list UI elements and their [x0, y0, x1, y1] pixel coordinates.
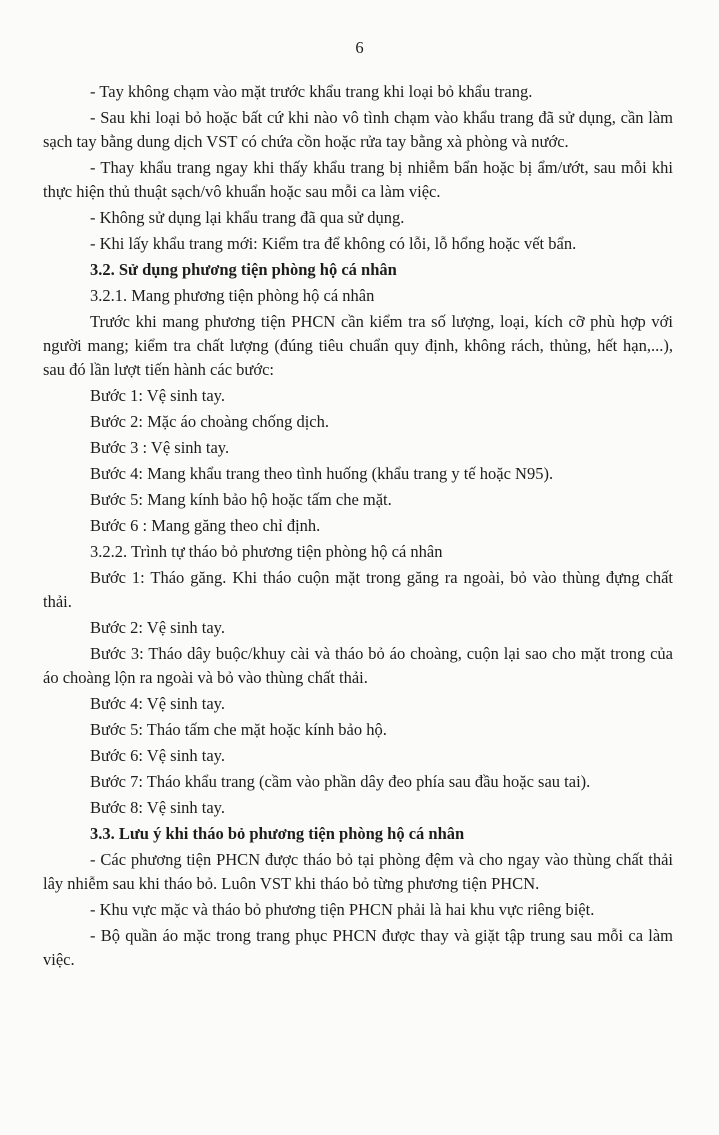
paragraph: - Tay không chạm vào mặt trước khẩu trang khi loại bỏ khẩu trang.: [90, 82, 533, 101]
paragraph: Trước khi mang phương tiện PHCN cần kiểm tra số lượng, loại, kích cỡ phù hợp với người mang; kiểm tra chất lượng (đúng tiêu chuẩn quy định, không rách, thủng, hết hạn,...), sau đó lần lượt tiến hành các bước:: [43, 312, 673, 379]
subsection-heading-3-2-2: 3.2.2. Trình tự tháo bỏ phương tiện phòng hộ cá nhân: [90, 542, 443, 561]
paragraph: - Không sử dụng lại khẩu trang đã qua sử dụng.: [90, 208, 405, 227]
page-number: 6: [355, 38, 364, 57]
paragraph: - Khu vực mặc và tháo bỏ phương tiện PHCN phải là hai khu vực riêng biệt.: [90, 900, 595, 919]
doff-step: Bước 8: Vệ sinh tay.: [90, 798, 225, 817]
don-step: Bước 2: Mặc áo choàng chống dịch.: [90, 412, 329, 431]
don-step: Bước 1: Vệ sinh tay.: [90, 386, 225, 405]
paragraph: - Bộ quần áo mặc trong trang phục PHCN được thay và giặt tập trung sau mỗi ca làm việc.: [43, 926, 673, 969]
section-heading-3-3: 3.3. Lưu ý khi tháo bỏ phương tiện phòng hộ cá nhân: [90, 824, 465, 843]
section-heading-3-2: 3.2. Sử dụng phương tiện phòng hộ cá nhân: [90, 260, 397, 279]
subsection-heading-3-2-1: 3.2.1. Mang phương tiện phòng hộ cá nhân: [90, 286, 375, 305]
doff-step: Bước 5: Tháo tấm che mặt hoặc kính bảo hộ.: [90, 720, 387, 739]
don-step: Bước 4: Mang khẩu trang theo tình huống (khẩu trang y tế hoặc N95).: [90, 464, 554, 483]
paragraph: - Thay khẩu trang ngay khi thấy khẩu trang bị nhiễm bẩn hoặc bị ẩm/ướt, sau mỗi khi thực hiện thủ thuật sạch/vô khuẩn hoặc sau mỗi ca làm việc.: [43, 158, 673, 201]
doff-step: Bước 3: Tháo dây buộc/khuy cài và tháo bỏ áo choàng, cuộn lại sao cho mặt trong của áo choàng lộn ra ngoài và bỏ vào thùng chất thải.: [43, 644, 673, 687]
don-step: Bước 3 : Vệ sinh tay.: [90, 438, 230, 457]
paragraph: - Khi lấy khẩu trang mới: Kiểm tra để không có lỗi, lỗ hổng hoặc vết bẩn.: [90, 234, 577, 253]
doff-step: Bước 1: Tháo găng. Khi tháo cuộn mặt trong găng ra ngoài, bỏ vào thùng đựng chất thải.: [43, 568, 673, 611]
doff-step: Bước 7: Tháo khẩu trang (cầm vào phần dây đeo phía sau đầu hoặc sau tai).: [90, 772, 591, 791]
paragraph: - Sau khi loại bỏ hoặc bất cứ khi nào vô tình chạm vào khẩu trang đã sử dụng, cần làm sạch tay bằng dung dịch VST có chứa cồn hoặc rửa tay bằng xà phòng và nước.: [43, 108, 673, 151]
don-step: Bước 6 : Mang găng theo chỉ định.: [90, 516, 321, 535]
page-content: [43, 80, 673, 974]
doff-step: Bước 6: Vệ sinh tay.: [90, 746, 225, 765]
don-step: Bước 5: Mang kính bảo hộ hoặc tấm che mặt.: [90, 490, 392, 509]
doff-step: Bước 2: Vệ sinh tay.: [90, 618, 225, 637]
doff-step: Bước 4: Vệ sinh tay.: [90, 694, 225, 713]
paragraph: - Các phương tiện PHCN được tháo bỏ tại phòng đệm và cho ngay vào thùng chất thải lây nhiễm sau khi tháo bỏ. Luôn VST khi tháo bỏ từng phương tiện PHCN.: [43, 850, 673, 893]
